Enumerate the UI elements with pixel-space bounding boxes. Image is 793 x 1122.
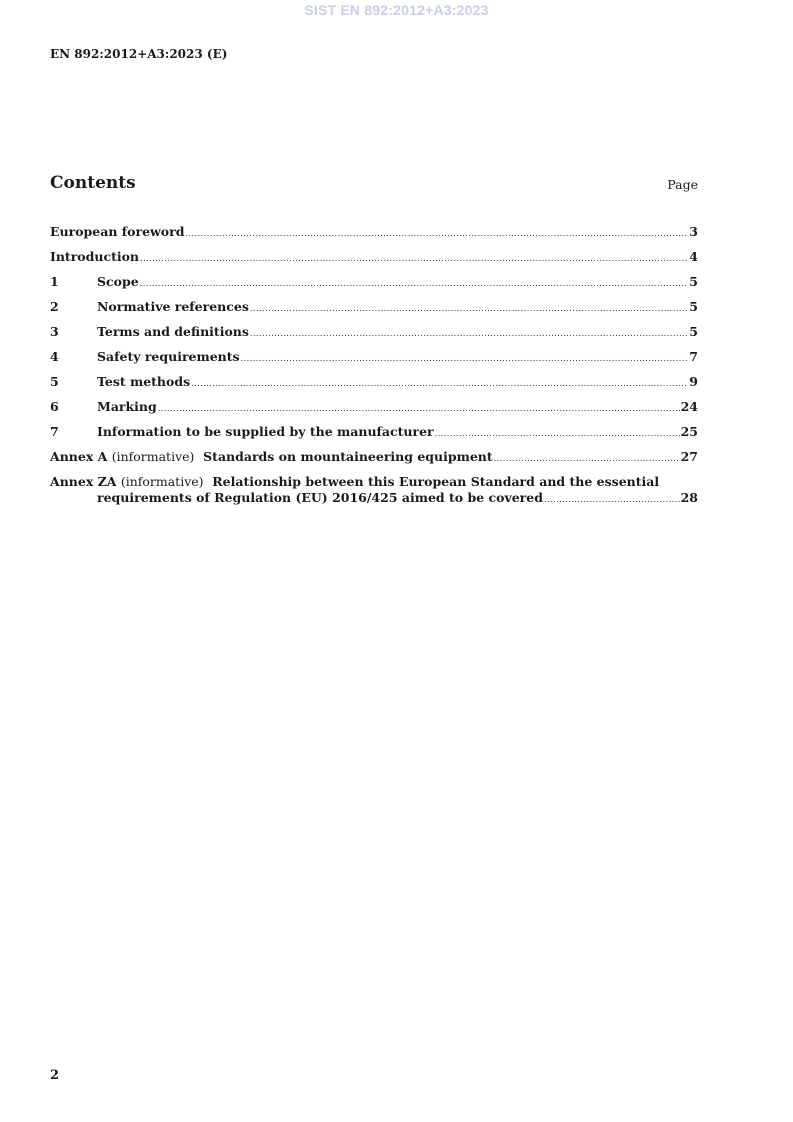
page-number: 2 [50,1068,60,1083]
toc-entry-page: 24 [680,399,698,414]
contents-title: Contents [50,173,136,193]
toc-entry-normative-references[interactable] [50,299,698,324]
toc-entry-page: 5 [689,274,698,289]
toc-entry-introduction[interactable] [50,249,698,274]
toc-entry-title: Test methods [97,374,191,389]
toc-entry-page: 4 [689,249,698,264]
toc-entry-number: 3 [50,324,59,339]
document-header: EN 892:2012+A3:2023 (E) [50,47,228,61]
page-column-label: Page [667,177,698,192]
toc-entry-scope[interactable] [50,274,698,299]
toc-entry-title: Information to be supplied by the manufacturer [97,424,434,439]
toc-leader-dots [544,492,680,508]
toc-entry-number: 1 [50,274,59,289]
toc-entry-number: 7 [50,424,59,439]
toc-leader-dots [435,426,680,442]
toc-entry-test-methods[interactable] [50,374,698,399]
annex-label: Annex A [50,449,108,464]
annex-qualifier: (informative) [111,449,195,464]
toc-leader-dots [494,451,680,467]
toc-entry-title: Normative references [97,299,249,314]
toc-leader-dots [140,251,688,267]
annex-za-second-line [50,490,698,508]
annex-za-first-line [50,474,698,490]
toc-entry-number: 4 [50,349,59,364]
toc-entry-title [50,449,493,465]
toc-entry-page: 5 [689,324,698,339]
toc-leader-dots [241,351,689,367]
toc-leader-dots [250,301,688,317]
toc-leader-dots [250,326,688,342]
toc-entry-page: 5 [689,299,698,314]
toc-entry-annex-za[interactable] [50,474,698,508]
toc-entry-title: European foreword [50,224,185,239]
annex-label: Annex ZA [50,474,117,489]
toc-entry-european-foreword[interactable] [50,224,698,249]
toc-entry-title: Scope [97,274,139,289]
toc-entry-safety-requirements[interactable] [50,349,698,374]
annex-qualifier: (informative) [120,474,204,489]
annex-title: Standards on mountaineering equipment [203,449,493,464]
toc-entry-title: Terms and definitions [97,324,249,339]
toc-entry-page: 27 [680,449,698,464]
toc-entry-number: 6 [50,399,59,414]
toc-leader-dots [158,401,680,417]
toc-entry-page: 7 [689,349,698,364]
toc-leader-dots [140,276,689,292]
toc-entry-number: 5 [50,374,59,389]
table-of-contents [50,224,698,508]
toc-entry-page: 28 [680,490,698,505]
toc-entry-page: 25 [680,424,698,439]
toc-entry-information-manufacturer[interactable] [50,424,698,449]
watermark: SIST EN 892:2012+A3:2023 [304,2,489,18]
toc-entry-page: 3 [689,224,698,239]
toc-leader-dots [185,226,688,242]
toc-entry-title: Safety requirements [97,349,240,364]
toc-entry-marking[interactable] [50,399,698,424]
annex-title-continued: requirements of Regulation (EU) 2016/425 aimed to be covered [97,490,543,505]
toc-entry-number: 2 [50,299,59,314]
toc-entry-terms-and-definitions[interactable] [50,324,698,349]
toc-leader-dots [191,376,688,392]
toc-entry-annex-a[interactable] [50,449,698,474]
annex-title: Relationship between this European Standard and the essential [212,474,660,489]
toc-entry-title: Marking [97,399,157,414]
toc-entry-page: 9 [689,374,698,389]
toc-entry-title: Introduction [50,249,140,264]
